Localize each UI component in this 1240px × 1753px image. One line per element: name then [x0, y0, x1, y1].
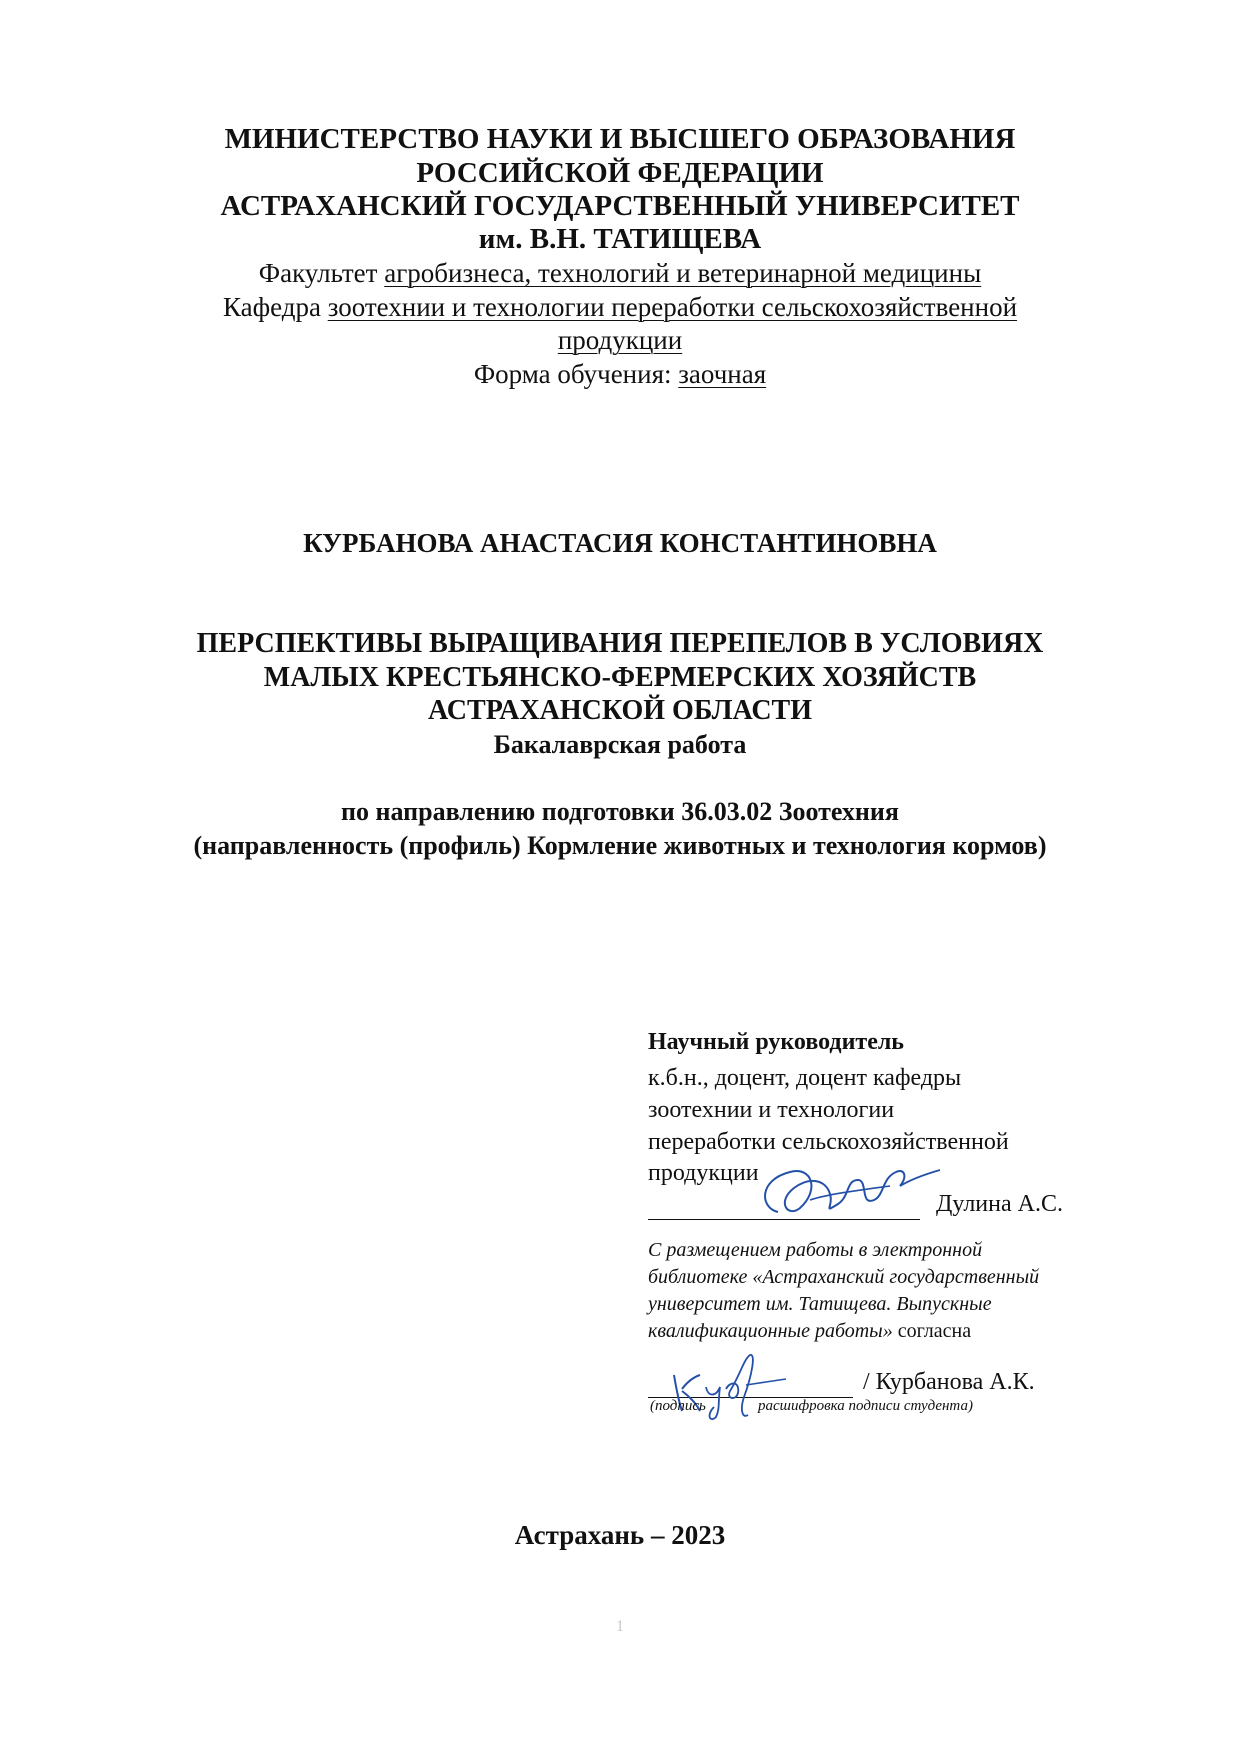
- supervisor-dept-3: продукции: [648, 1160, 759, 1186]
- work-title-line-1: ПЕРСПЕКТИВЫ ВЫРАЩИВАНИЯ ПЕРЕПЕЛОВ В УСЛОВИЯХ: [196, 628, 1044, 659]
- supervisor-dept-1: зоотехнии и технологии: [648, 1097, 895, 1123]
- city-year: Астрахань – 2023: [514, 1520, 726, 1550]
- ministry-line-2: РОССИЙСКОЙ ФЕДЕРАЦИИ: [416, 157, 824, 189]
- supervisor-signature-image: [750, 1150, 950, 1230]
- department-value-2: продукции: [557, 325, 683, 355]
- study-form-value: заочная: [678, 359, 767, 389]
- work-title-line-2: МАЛЫХ КРЕСТЬЯНСКО-ФЕРМЕРСКИХ ХОЗЯЙСТВ: [263, 662, 977, 693]
- faculty-value: агробизнеса, технологий и ветеринарной медицины: [384, 258, 982, 288]
- direction-line-2: (направленность (профиль) Кормление животных и технология кормов): [193, 831, 1047, 860]
- author-name: КУРБАНОВА АНАСТАСИЯ КОНСТАНТИНОВНА: [303, 528, 937, 558]
- department-label: Кафедра: [222, 292, 328, 322]
- supervisor-degree: к.б.н., доцент, доцент кафедры: [648, 1065, 962, 1091]
- study-form-line: [0, 358, 1240, 391]
- faculty-line: [0, 257, 1240, 290]
- supervisor-dept-2: переработки сельскохозяйственной: [648, 1129, 1009, 1155]
- page-number: 1: [616, 1618, 624, 1635]
- university-name: АСТРАХАНСКИЙ ГОСУДАРСТВЕННЫЙ УНИВЕРСИТЕТ: [220, 190, 1020, 222]
- work-type: Бакалаврская работа: [493, 730, 747, 759]
- supervisor-heading: Научный руководитель: [648, 1029, 904, 1055]
- consent-line-1: С размещением работы в электронной: [648, 1239, 983, 1261]
- signature-caption-left: (подпись: [650, 1398, 706, 1414]
- work-title-line-3: АСТРАХАНСКОЙ ОБЛАСТИ: [427, 695, 813, 726]
- department-value-1: зоотехнии и технологии переработки сельскохозяйственной: [327, 292, 1018, 322]
- ministry-line-1: МИНИСТЕРСТВО НАУКИ И ВЫСШЕГО ОБРАЗОВАНИЯ: [224, 123, 1016, 155]
- consent-italic-text: квалификационные работы»: [648, 1320, 893, 1342]
- consent-agreement: согласна: [892, 1320, 972, 1342]
- direction-line-1: по направлению подготовки 36.03.02 Зоотехния: [341, 797, 899, 826]
- department-line-2: [0, 324, 1240, 357]
- study-form-label: Форма обучения:: [473, 359, 679, 389]
- university-namesake: им. В.Н. ТАТИЩЕВА: [478, 223, 762, 255]
- faculty-label: Факультет: [258, 258, 385, 288]
- supervisor-name: Дулина А.С.: [936, 1191, 1063, 1217]
- consent-line-2: библиотеке «Астраханский государственный: [648, 1266, 1040, 1288]
- signature-caption-right: расшифровка подписи студента): [758, 1398, 973, 1414]
- department-line: [0, 291, 1240, 324]
- consent-line-3: университет им. Татищева. Выпускные: [648, 1293, 992, 1315]
- student-name: / Курбанова А.К.: [863, 1369, 1035, 1395]
- consent-line-4: [648, 1318, 1148, 1345]
